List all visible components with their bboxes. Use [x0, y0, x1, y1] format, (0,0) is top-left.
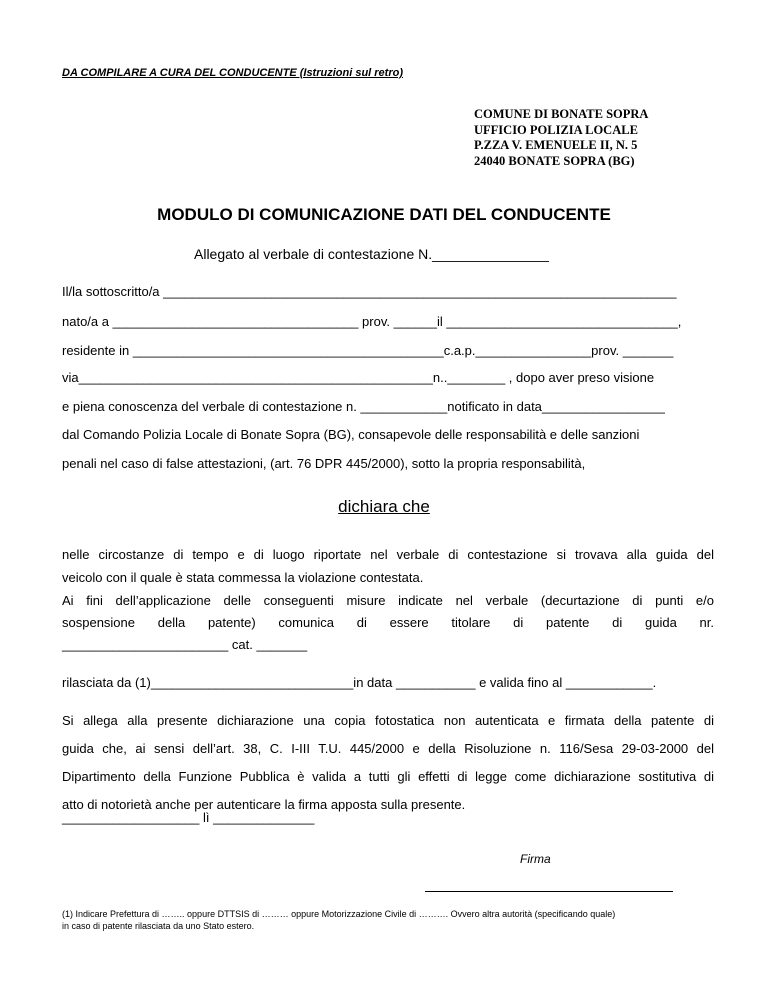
- address-line: P.ZZA V. EMENUELE II, N. 5: [474, 138, 638, 152]
- penali-text: penali nel caso di false attestazioni, (art. 76 DPR 445/2000), sotto la propria responsabilità,: [62, 456, 586, 471]
- license-issue-field[interactable]: rilasciata da (1)____________________________in data ___________ e valida fino al ____________.: [62, 675, 657, 690]
- signature-line[interactable]: [425, 891, 673, 892]
- comando-text: dal Comando Polizia Locale di Bonate Sopra (BG), consapevole delle responsabilità e delle sanzioni: [62, 427, 640, 442]
- place-date-field[interactable]: ___________________ lì ______________: [62, 810, 315, 825]
- form-title: MODULO DI COMUNICAZIONE DATI DEL CONDUCENTE: [157, 205, 611, 224]
- body-text: nelle circostanze di tempo e di luogo riportate nel verbale di contestazione si trovava alla guida del: [62, 547, 714, 562]
- footnote-line: (1) Indicare Prefettura di …….. oppure DTTSIS di ……… oppure Motorizzazione Civile di ………. Ovvero altra autorità (specificando quale): [62, 909, 616, 919]
- footnote-line: in caso di patente rilasciata da uno Stato estero.: [62, 921, 255, 931]
- body-text: atto di notorietà anche per autenticare la firma apposta sulla presente.: [62, 797, 466, 812]
- residence-field[interactable]: residente in ___________________________________________c.a.p.________________prov. _______: [62, 343, 674, 358]
- address-line: UFFICIO POLIZIA LOCALE: [474, 122, 638, 137]
- body-text: Dipartimento della Funzione Pubblica è valida a tutti gli effetti di legge come dichiarazione sostitutiva di: [62, 769, 714, 784]
- header-note: DA COMPILARE A CURA DEL CONDUCENTE (Istruzioni sul retro): [62, 67, 404, 79]
- dichiara-heading: dichiara che: [338, 497, 430, 516]
- address-line: COMUNE DI BONATE SOPRA: [474, 107, 649, 121]
- body-text: guida che, ai sensi dell’art. 38, C. I-III T.U. 445/2000 e della Risoluzione n. 116/Sesa 29-03-2000 del: [62, 741, 714, 756]
- license-category-field[interactable]: _______________________ cat. _______: [62, 637, 308, 652]
- verbale-number-field[interactable]: Allegato al verbale di contestazione N._______________: [194, 246, 549, 262]
- address-field[interactable]: via_________________________________________________n..________ , dopo aver preso visione: [62, 370, 655, 385]
- body-text: veicolo con il quale è stata commessa la violazione contestata.: [62, 570, 424, 585]
- license-number-field: sospensione della patente) comunica di essere titolare di patente di guida nr.: [62, 615, 714, 630]
- body-text: Ai fini dell’applicazione delle conseguenti misure indicate nel verbale (decurtazione di punti e/o: [62, 593, 714, 608]
- body-text: Si allega alla presente dichiarazione una copia fotostatica non autenticata e firmata della patente di: [62, 713, 714, 728]
- sottoscritto-field[interactable]: Il/la sottoscritto/a _______________________________________________________________________: [62, 284, 677, 299]
- address-line: 24040 BONATE SOPRA (BG): [474, 153, 635, 168]
- recipient-address: [474, 107, 648, 169]
- signature-label: Firma: [520, 852, 551, 866]
- birth-field[interactable]: nato/a a __________________________________ prov. ______il ________________________________,: [62, 314, 682, 329]
- verbale-notification-field[interactable]: e piena conoscenza del verbale di contestazione n. ____________notificato in data_________________: [62, 399, 665, 414]
- footnote: [62, 908, 615, 932]
